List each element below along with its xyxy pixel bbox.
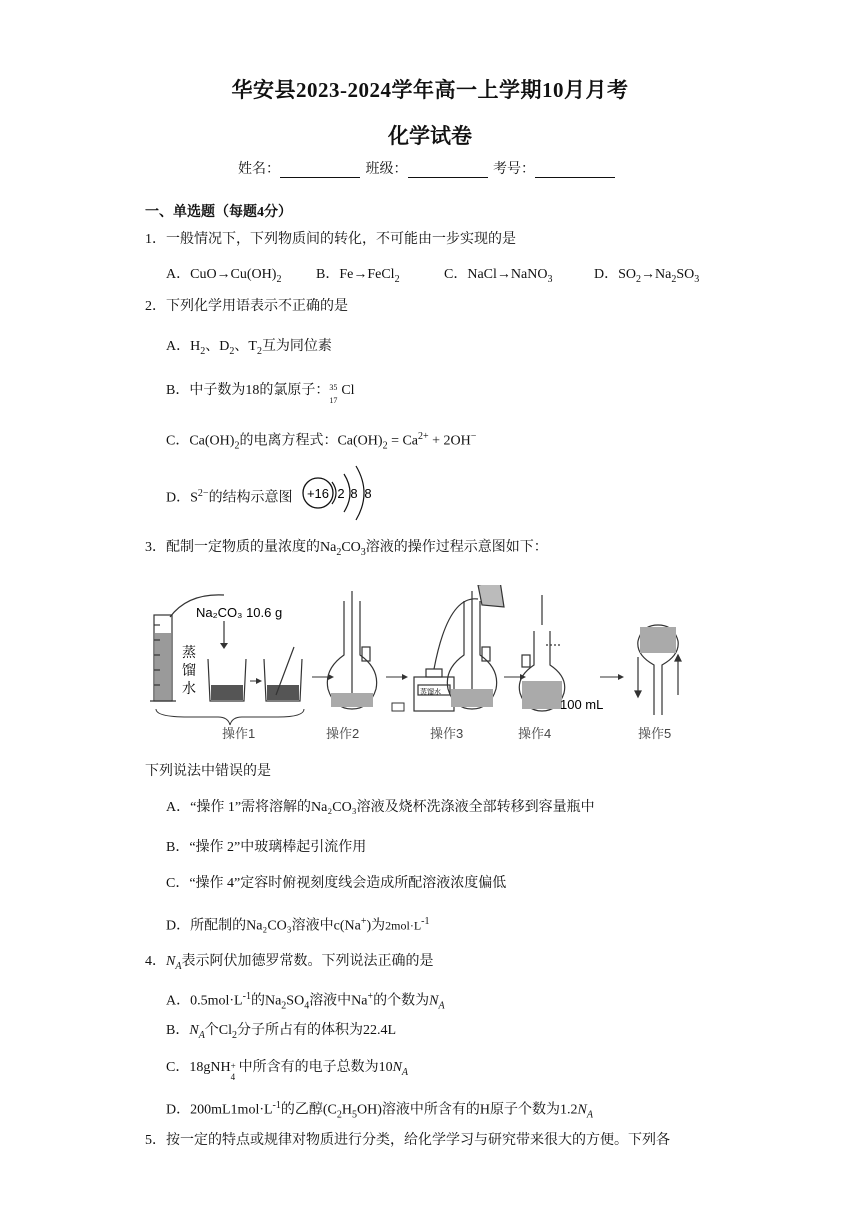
solution-preparation-figure: [148, 585, 708, 745]
water-label-3: 水: [182, 680, 196, 696]
nucleus-charge: +16: [306, 486, 330, 501]
exam-no-label: 考号：: [493, 162, 535, 177]
name-label: 姓名：: [238, 162, 280, 177]
q4-option-d: D．$200mL1mol\cdot L^{-1}$的乙醇$(C_2H_5OH)$溶液中所含有的H原子个数为$1.2N_A$: [166, 1100, 593, 1121]
op2-label: 操作2: [326, 726, 360, 741]
q2-option-d: D．$S^{2-}$的结构示意图: [166, 488, 293, 506]
q4-option-b: B．$N_A$个$Cl_2$分子所占有的体积为22.4L: [166, 1023, 397, 1041]
q3-option-b: B．“操作 2”中玻璃棒起引流作用: [166, 840, 367, 855]
volume-label: 100 mL: [560, 697, 604, 712]
exam-subtitle: 化学试卷: [388, 124, 472, 148]
q3-option-d: D．所配制的Na₂CO₃溶液中c(Na+)为$2mol\cdot L^{-1}$: [166, 916, 430, 934]
sulfide-structure-diagram: [298, 460, 388, 530]
q3-prompt: 下列说法中错误的是: [145, 764, 271, 779]
q2-stem: 2．下列化学用语表示不正确的是: [145, 299, 348, 314]
volumetric-flask-3: [447, 585, 504, 709]
q1-option-a: A．$CuO\to Cu(OH)_2$: [166, 267, 282, 285]
reagent-label: Na₂CO₃ 10.6 g: [196, 605, 283, 620]
class-label: 班级：: [365, 162, 408, 177]
op3-label: 操作3: [430, 726, 464, 741]
q3-stem: 3．配制一定物质的量浓度的$Na_2CO_3$溶液的操作过程示意图如下：: [145, 540, 548, 558]
q1-option-c: C．NaCl→NaNO$_3$: [444, 267, 553, 285]
q1-stem: 1．一般情况下，下列物质间的转化，不可能由一步实现的是: [145, 232, 516, 247]
q1-option-b: B．Fe→FeCl$_2$: [316, 267, 400, 285]
q3-option-c: C．“操作 4”定容时俯视刻度线会造成所配溶液浓度偏低: [166, 876, 507, 891]
q4-option-a: A．$0.5mol\cdot L^{-1}$的$Na_2SO_4$溶液中Na+的个数为$N_A$: [166, 991, 445, 1012]
volumetric-flask-4: [519, 595, 564, 711]
class-blank[interactable]: [408, 163, 488, 178]
q4-stem: 4．$N_A$表示阿伏加德罗常数。下列说法正确的是: [145, 954, 434, 972]
beaker-2: [264, 647, 302, 701]
bottle-label: 蒸馏水: [420, 689, 441, 696]
op4-label: 操作4: [518, 726, 552, 741]
water-label-2: 馏: [182, 662, 196, 678]
op1-label: 操作1: [222, 726, 256, 741]
volumetric-flask-5: [635, 625, 681, 715]
beaker-1: [208, 659, 246, 701]
op5-label: 操作5: [638, 726, 672, 741]
q2-option-a: A．$H_2$、$D_2$、$T_2$互为同位素: [166, 339, 332, 357]
student-info-row: [238, 158, 617, 178]
section-heading: 一、单选题（每题4分）: [145, 205, 292, 220]
q4-option-c: C．18gNH + 4 中所含有的电子总数为$10N_A$: [166, 1060, 409, 1082]
shell-1: 2: [337, 486, 345, 501]
exam-title: 华安县2023-2024学年高一上学期10月月考: [231, 78, 629, 102]
graduated-cylinder: [150, 615, 176, 701]
name-blank[interactable]: [280, 163, 360, 178]
exam-no-blank[interactable]: [535, 163, 615, 178]
q3-option-a: A．“操作 1”需将溶解的Na₂CO₃溶液及烧杯洗涤液全部转移到容量瓶中: [166, 800, 595, 815]
water-label-1: 蒸: [182, 644, 196, 660]
q1-option-d: D．$SO_2\to Na_2SO_3$: [594, 267, 700, 285]
q2-option-c: C．$Ca(OH)_2$的电离方程式：$Ca(OH)_2 = Ca^{2+} + 2OH^-$: [166, 431, 477, 452]
shell-2: 8: [350, 486, 358, 501]
volumetric-flask-2: [327, 591, 376, 709]
q5-stem: 5．按一定的特点或规律对物质进行分类，给化学学习与研究带来很大的方便。下列各: [145, 1133, 670, 1148]
shell-3: 8: [364, 486, 372, 501]
q2-option-b: B．中子数为18的氯原子： 35 17 Cl: [166, 383, 355, 405]
